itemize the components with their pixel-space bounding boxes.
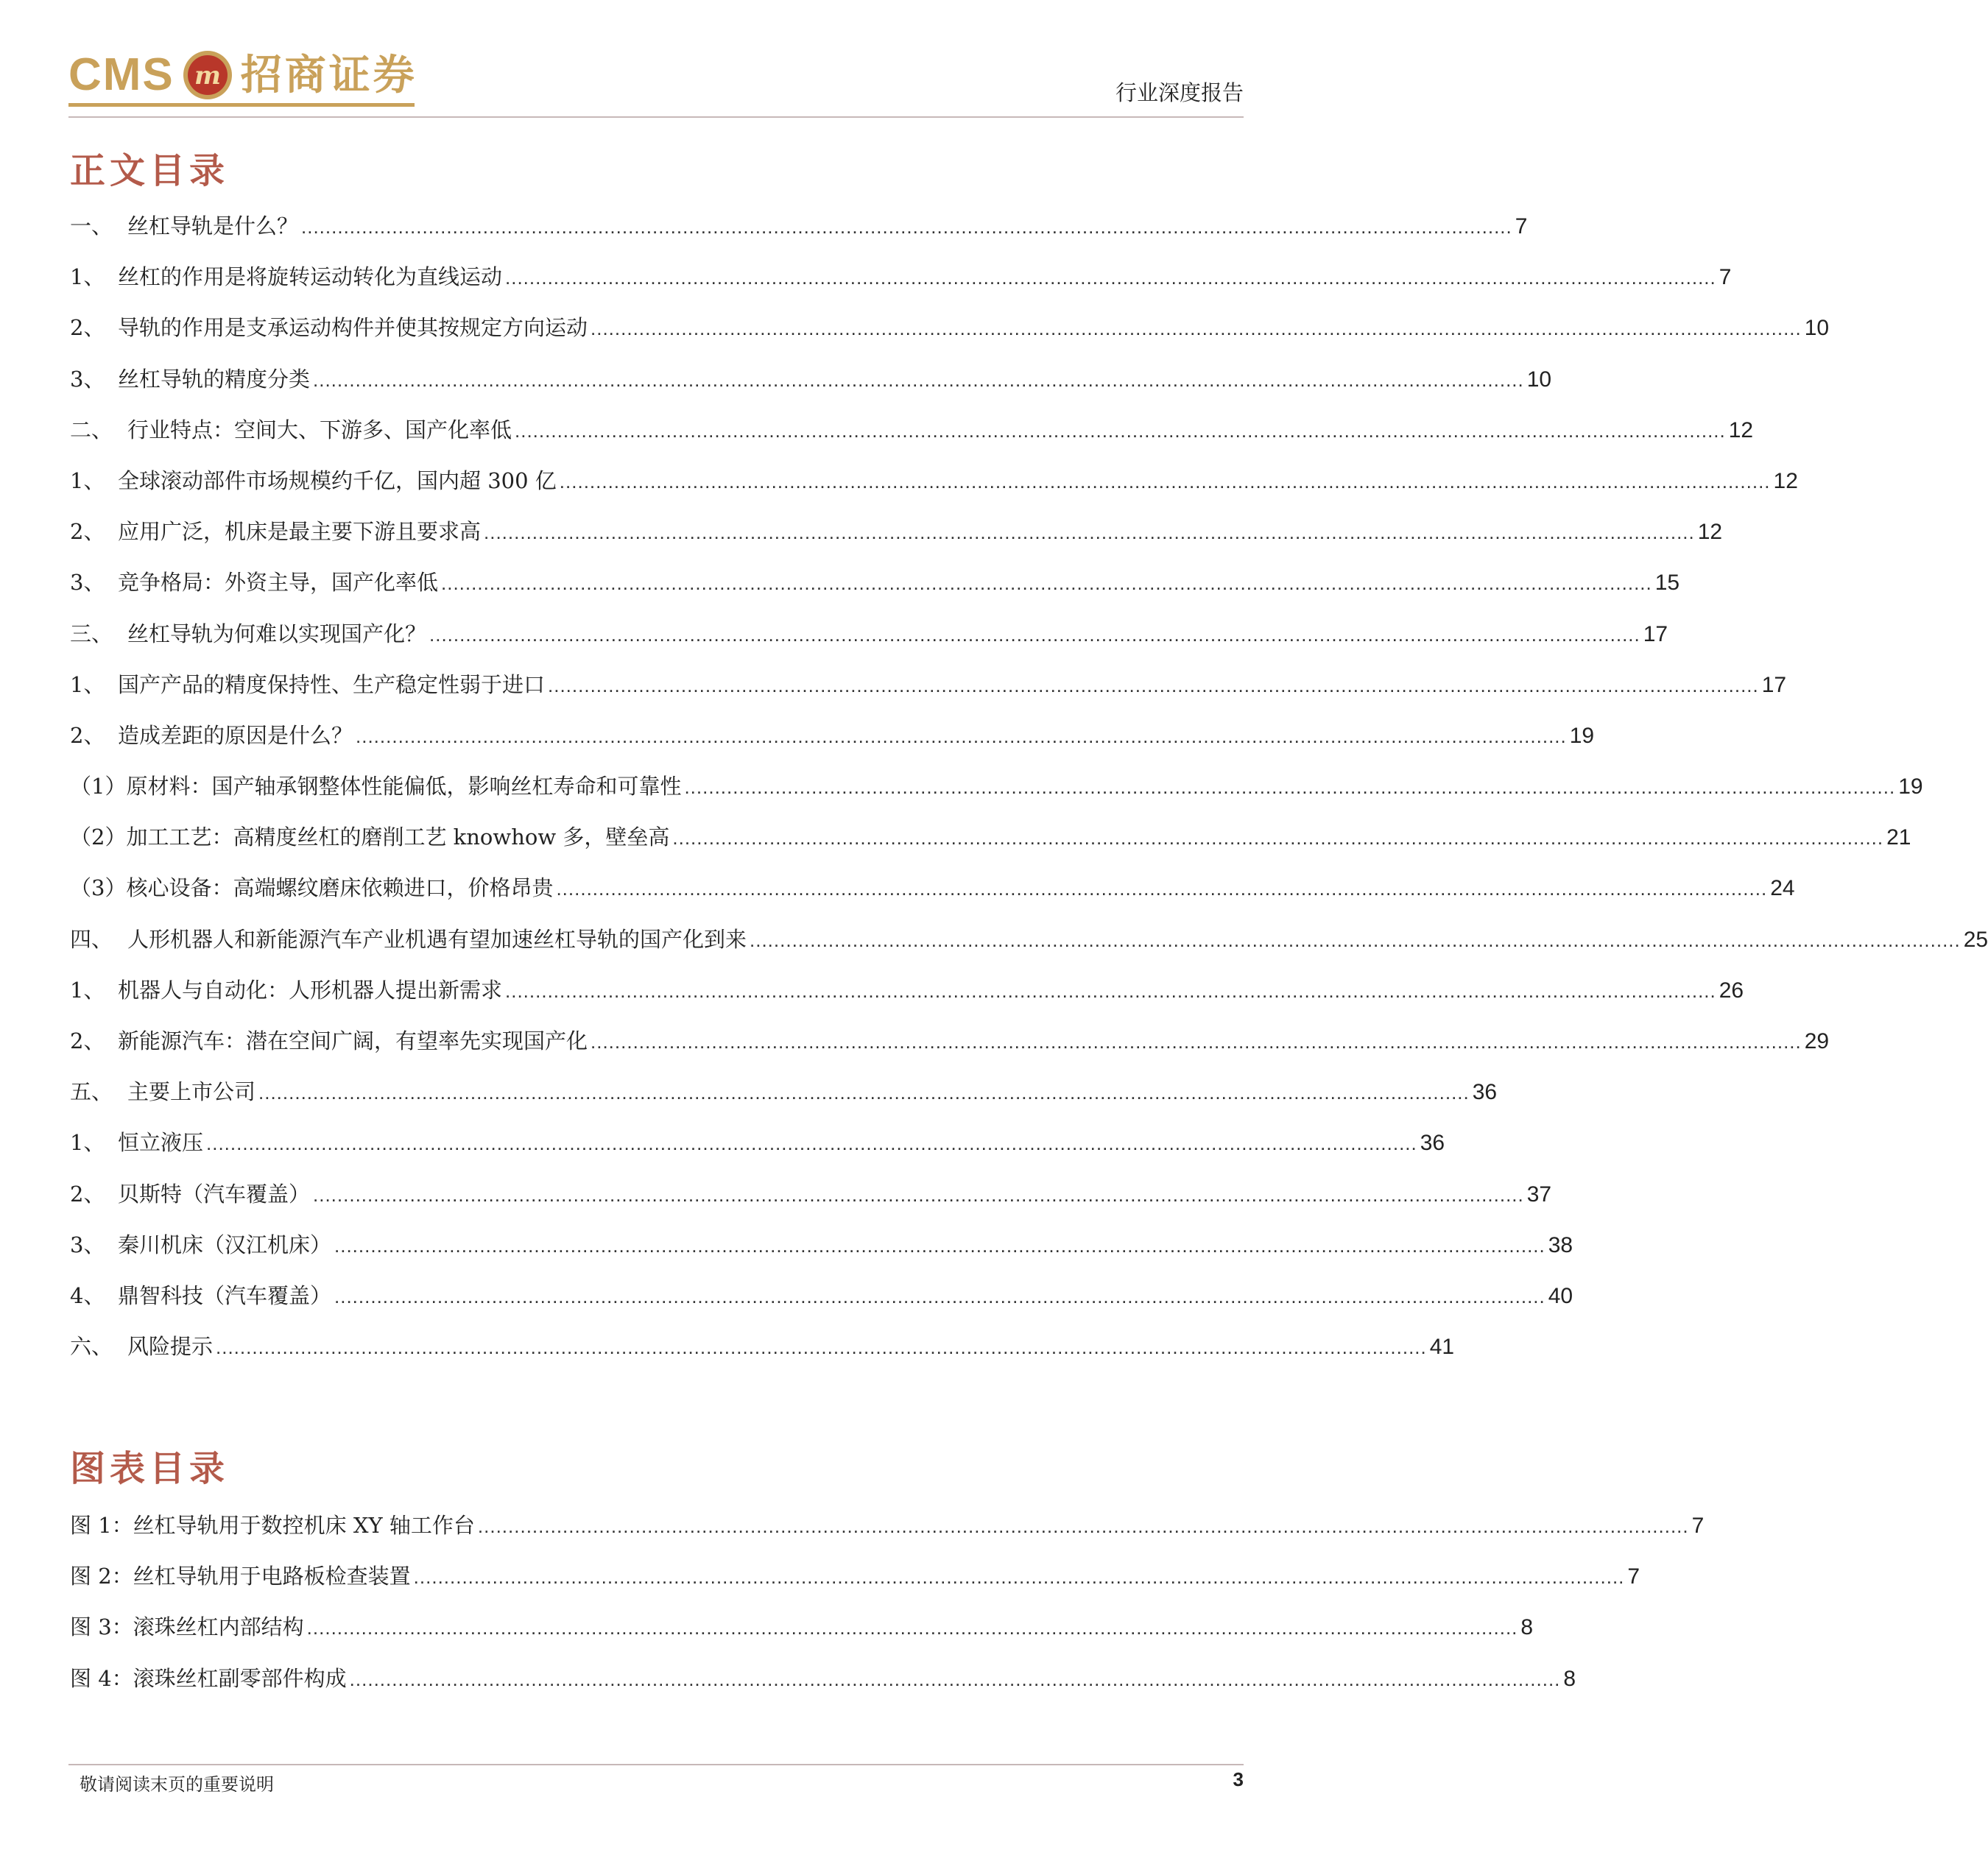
cms-logo <box>68 46 417 105</box>
contents-title: 正文目录 <box>70 150 230 191</box>
page-header <box>68 46 1244 118</box>
logo-text-cn: 招商证券 <box>240 51 417 99</box>
toc-dot-leader: ........................................................................................................................................................................................................ <box>429 623 1640 646</box>
header-divider <box>68 116 1244 118</box>
svg-text:m: m <box>194 61 221 91</box>
toc-entry-title: 图 4：滚珠丝杠副零部件构成 <box>70 1665 347 1691</box>
toc-entry-number: 2、 <box>70 1181 105 1207</box>
toc-dot-leader: ........................................................................................................................................................................................................ <box>349 1667 1561 1690</box>
page-number: 3 <box>1233 1768 1244 1790</box>
toc-entry-number: 四、 <box>70 926 113 952</box>
toc-entry-title: 人形机器人和新能源汽车产业机遇有望加速丝杠导轨的国产化到来 <box>127 926 747 952</box>
toc-entry[interactable] <box>70 566 1680 617</box>
toc-dot-leader: ........................................................................................................................................................................................................ <box>313 1183 1524 1206</box>
toc-dot-leader: ........................................................................................................................................................................................................ <box>505 266 1716 289</box>
toc-entry-title: 行业特点：空间大、下游多、国产化率低 <box>127 417 512 442</box>
toc-dot-leader: ........................................................................................................................................................................................................ <box>505 979 1716 1002</box>
toc-entry[interactable] <box>70 618 1668 668</box>
toc-entry-page: 17 <box>1643 621 1668 646</box>
toc-entry-title: 丝杠的作用是将旋转运动转化为直线运动 <box>118 264 503 290</box>
toc-entry[interactable] <box>70 872 1795 922</box>
toc-entry-page: 7 <box>1515 214 1528 239</box>
toc-dot-leader: ........................................................................................................................................................................................................ <box>591 317 1802 340</box>
toc-entry-page: 12 <box>1697 520 1723 545</box>
toc-dot-leader: ........................................................................................................................................................................................................ <box>334 1285 1545 1307</box>
toc-entry-page: 12 <box>1728 417 1754 442</box>
toc-entry-title: 国产产品的精度保持性、生产稳定性弱于进口 <box>118 671 546 697</box>
figures-title: 图表目录 <box>70 1448 230 1489</box>
toc-entry-number: 2、 <box>70 1028 105 1053</box>
toc-dot-leader: ........................................................................................................................................................................................................ <box>548 674 1759 696</box>
toc-entry-title: 丝杠导轨的精度分类 <box>118 366 311 392</box>
toc-entry-title: 丝杠导轨为何难以实现国产化？ <box>127 621 427 646</box>
contents-list <box>70 210 1988 1381</box>
toc-entry[interactable] <box>70 668 1787 719</box>
toc-dot-leader: ........................................................................................................................................................................................................ <box>301 216 1512 238</box>
toc-entry-page: 38 <box>1548 1232 1573 1257</box>
toc-entry[interactable] <box>70 1279 1573 1330</box>
toc-entry[interactable] <box>70 1560 1640 1611</box>
toc-entry-page: 10 <box>1804 316 1830 341</box>
toc-dot-leader: ........................................................................................................................................................................................................ <box>313 368 1524 391</box>
logo-text-en: CMS <box>68 49 175 100</box>
toc-entry-page: 37 <box>1526 1182 1552 1207</box>
toc-entry-number: 三、 <box>70 621 113 646</box>
toc-entry-page: 8 <box>1520 1615 1534 1640</box>
toc-entry-title: 造成差距的原因是什么？ <box>118 722 353 748</box>
toc-entry-page: 29 <box>1804 1029 1830 1053</box>
toc-entry-page: 7 <box>1719 265 1732 290</box>
toc-dot-leader: ........................................................................................................................................................................................................ <box>413 1566 1625 1589</box>
toc-entry-title: 鼎智科技（汽车覆盖） <box>118 1282 332 1308</box>
toc-dot-leader: ........................................................................................................................................................................................................ <box>750 928 1961 951</box>
toc-dot-leader: ........................................................................................................................................................................................................ <box>684 776 1896 799</box>
toc-entry-number: 2、 <box>70 722 105 748</box>
toc-entry[interactable] <box>70 1076 1498 1126</box>
toc-entry[interactable] <box>70 414 1754 465</box>
toc-entry-number: 六、 <box>70 1334 113 1360</box>
toc-entry-page: 7 <box>1691 1514 1705 1538</box>
toc-entry-number: 1、 <box>70 671 105 697</box>
toc-dot-leader: ........................................................................................................................................................................................................ <box>672 827 1884 850</box>
toc-entry[interactable] <box>70 1126 1445 1177</box>
figures-list <box>70 1509 1705 1713</box>
toc-entry-number: 3、 <box>70 570 105 596</box>
toc-entry[interactable] <box>70 261 1732 311</box>
toc-entry[interactable] <box>70 770 1923 821</box>
toc-entry-title: 风险提示 <box>127 1334 214 1360</box>
footer-note: 敬请阅读末页的重要说明 <box>80 1774 274 1795</box>
toc-entry-title: 导轨的作用是支承运动构件并使其按规定方向运动 <box>118 315 588 341</box>
toc-entry-page: 12 <box>1773 468 1798 493</box>
toc-entry[interactable] <box>70 311 1830 362</box>
toc-dot-leader: ........................................................................................................................................................................................................ <box>441 572 1652 595</box>
toc-entry-number: 1、 <box>70 264 105 290</box>
toc-entry-title: 机器人与自动化：人形机器人提出新需求 <box>118 977 503 1003</box>
toc-entry[interactable] <box>70 363 1552 414</box>
toc-entry-title: 丝杠导轨是什么？ <box>127 213 299 239</box>
toc-entry-number: 五、 <box>70 1079 113 1105</box>
toc-entry-title: 应用广泛，机床是最主要下游且要求高 <box>118 519 482 545</box>
toc-entry[interactable] <box>70 1509 1705 1560</box>
toc-entry[interactable] <box>70 210 1528 261</box>
toc-entry-page: 15 <box>1654 571 1680 596</box>
toc-dot-leader: ........................................................................................................................................................................................................ <box>556 878 1768 900</box>
toc-entry[interactable] <box>70 465 1798 515</box>
toc-entry-page: 17 <box>1761 672 1787 697</box>
toc-entry-page: 19 <box>1898 774 1923 799</box>
toc-entry-title: 图 3：滚珠丝杠内部结构 <box>70 1614 304 1640</box>
toc-entry-title: 秦川机床（汉江机床） <box>118 1232 332 1257</box>
toc-entry[interactable] <box>70 1025 1830 1076</box>
toc-entry-number: 1、 <box>70 1130 105 1156</box>
toc-entry-title: 全球滚动部件市场规模约千亿，国内超 300 亿 <box>118 467 557 493</box>
toc-entry-page: 10 <box>1526 367 1552 392</box>
toc-entry-page: 26 <box>1719 978 1744 1003</box>
toc-dot-leader: ........................................................................................................................................................................................................ <box>258 1081 1470 1104</box>
toc-dot-leader: ........................................................................................................................................................................................................ <box>334 1234 1545 1257</box>
toc-entry-title: 图 2：丝杠导轨用于电路板检查装置 <box>70 1564 411 1589</box>
toc-dot-leader: ........................................................................................................................................................................................................ <box>484 521 1695 544</box>
toc-entry-number: 一、 <box>70 213 113 239</box>
toc-entry-title: （2）加工工艺：高精度丝杠的磨削工艺 knowhow 多，壁垒高 <box>70 825 670 850</box>
toc-entry-page: 24 <box>1770 876 1795 901</box>
toc-entry-page: 41 <box>1429 1335 1455 1360</box>
toc-entry[interactable] <box>70 1178 1552 1229</box>
toc-entry-number: 2、 <box>70 315 105 341</box>
toc-dot-leader: ........................................................................................................................................................................................................ <box>477 1515 1689 1537</box>
toc-entry-page: 36 <box>1472 1080 1498 1105</box>
toc-entry[interactable] <box>70 515 1723 566</box>
toc-entry[interactable] <box>70 1611 1534 1662</box>
toc-entry[interactable] <box>70 1330 1455 1381</box>
toc-dot-leader: ........................................................................................................................................................................................................ <box>216 1336 1427 1359</box>
toc-entry-title: （3）核心设备：高端螺纹磨床依赖进口，价格昂贵 <box>70 875 554 901</box>
toc-entry-number: 2、 <box>70 519 105 545</box>
toc-entry-title: 新能源汽车：潜在空间广阔，有望率先实现国产化 <box>118 1028 588 1053</box>
toc-entry-page: 36 <box>1420 1131 1445 1156</box>
toc-entry[interactable] <box>70 923 1988 974</box>
toc-entry-page: 19 <box>1569 723 1595 748</box>
toc-entry[interactable] <box>70 821 1911 872</box>
toc-dot-leader: ........................................................................................................................................................................................................ <box>356 724 1567 747</box>
toc-entry-number: 1、 <box>70 467 105 493</box>
toc-dot-leader: ........................................................................................................................................................................................................ <box>306 1617 1518 1639</box>
toc-entry-title: 图 1：丝杠导轨用于数控机床 XY 轴工作台 <box>70 1513 475 1538</box>
toc-entry[interactable] <box>70 1662 1576 1713</box>
toc-dot-leader: ........................................................................................................................................................................................................ <box>206 1132 1417 1155</box>
logo-underline <box>68 103 415 107</box>
footer-divider <box>68 1764 1244 1765</box>
toc-entry[interactable] <box>70 719 1595 770</box>
toc-entry-number: 4、 <box>70 1282 105 1308</box>
toc-dot-leader: ........................................................................................................................................................................................................ <box>559 470 1771 492</box>
toc-entry-title: 恒立液压 <box>118 1130 204 1156</box>
toc-entry-page: 8 <box>1563 1666 1576 1691</box>
report-type: 行业深度报告 <box>1115 80 1244 105</box>
toc-entry-title: 竞争格局：外资主导，国产化率低 <box>118 570 439 596</box>
toc-entry-number: 二、 <box>70 417 113 442</box>
toc-entry-number: 3、 <box>70 366 105 392</box>
toc-entry-number: 3、 <box>70 1232 105 1257</box>
toc-dot-leader: ........................................................................................................................................................................................................ <box>591 1031 1802 1053</box>
toc-dot-leader: ........................................................................................................................................................................................................ <box>515 419 1726 442</box>
toc-entry[interactable] <box>70 1229 1573 1279</box>
toc-entry-page: 40 <box>1548 1283 1573 1308</box>
toc-entry-title: （1）原材料：国产轴承钢整体性能偏低，影响丝杠寿命和可靠性 <box>70 774 682 799</box>
logo-emblem-icon <box>182 49 233 101</box>
toc-entry[interactable] <box>70 974 1744 1025</box>
toc-entry-number: 1、 <box>70 977 105 1003</box>
toc-entry-page: 21 <box>1886 825 1911 850</box>
toc-entry-page: 7 <box>1627 1564 1640 1589</box>
toc-entry-title: 贝斯特（汽车覆盖） <box>118 1181 311 1207</box>
toc-entry-page: 25 <box>1963 927 1988 952</box>
toc-entry-title: 主要上市公司 <box>127 1079 256 1105</box>
